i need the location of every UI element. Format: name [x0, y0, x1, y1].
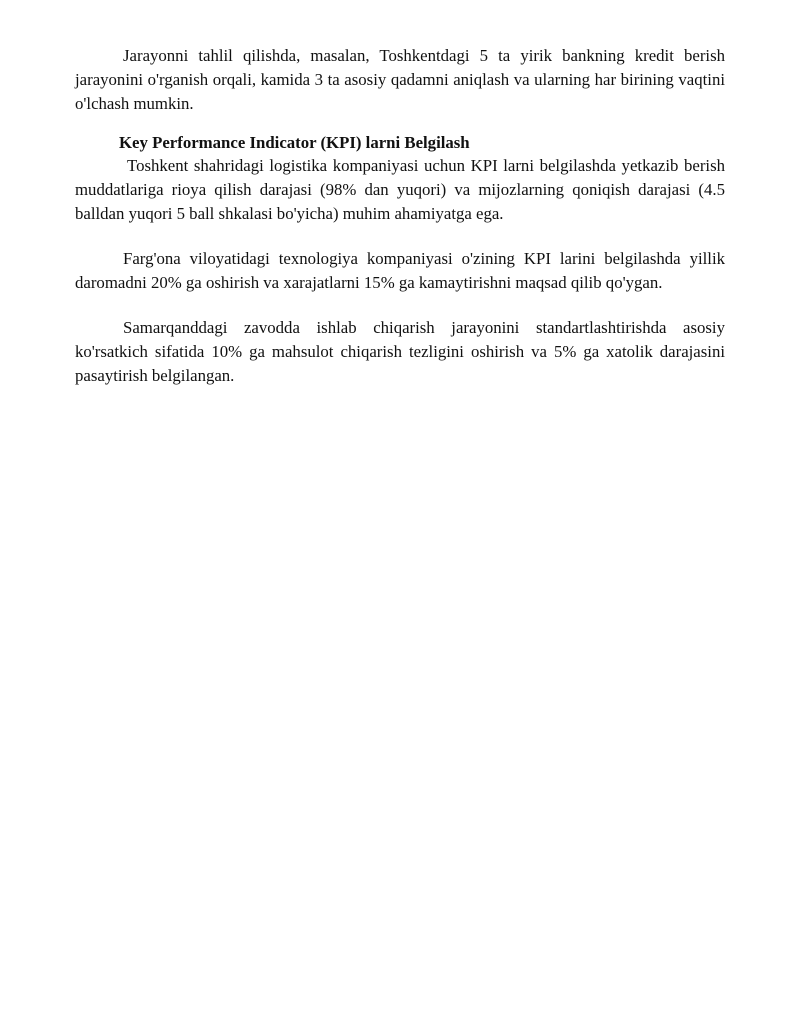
- paragraph-samarkand-kpi: Samarqanddagi zavodda ishlab chiqarish jarayonini standartlashtirishda asosiy ko'rsatkich sifatida 10% ga mahsulot chiqarish tezligini oshirish va 5% ga xatolik darajasini pasaytirish belgilangan.: [75, 318, 725, 385]
- paragraph-spacer: [75, 226, 725, 247]
- paragraph-fergana-kpi: Farg'ona viloyatidagi texnologiya kompaniyasi o'zining KPI larini belgilashda yillik daromadni 20% ga oshirish va xarajatlarni 15% ga kamaytirishni maqsad qilib qo'ygan.: [75, 249, 725, 292]
- paragraph-logistics-kpi: Toshkent shahridagi logistika kompaniyasi uchun KPI larni belgilashda yetkazib berish muddatlariga rioya qilish darajasi (98% dan yuqori) va mijozlarning qoniqish darajasi (4.5 balldan yuqori 5 ball shkalasi bo'yicha) muhim ahamiyatga ega.: [75, 156, 725, 223]
- paragraph-spacer: [75, 295, 725, 316]
- paragraph-process-analysis: Jarayonni tahlil qilishda, masalan, Toshkentdagi 5 ta yirik bankning kredit berish jarayonini o'rganish orqali, kamida 3 ta asosiy qadamni aniqlash va ularning har birining vaqtini o'lchash mumkin.: [75, 46, 725, 113]
- section-heading-kpi: Key Performance Indicator (KPI) larni Belgilash: [119, 133, 470, 152]
